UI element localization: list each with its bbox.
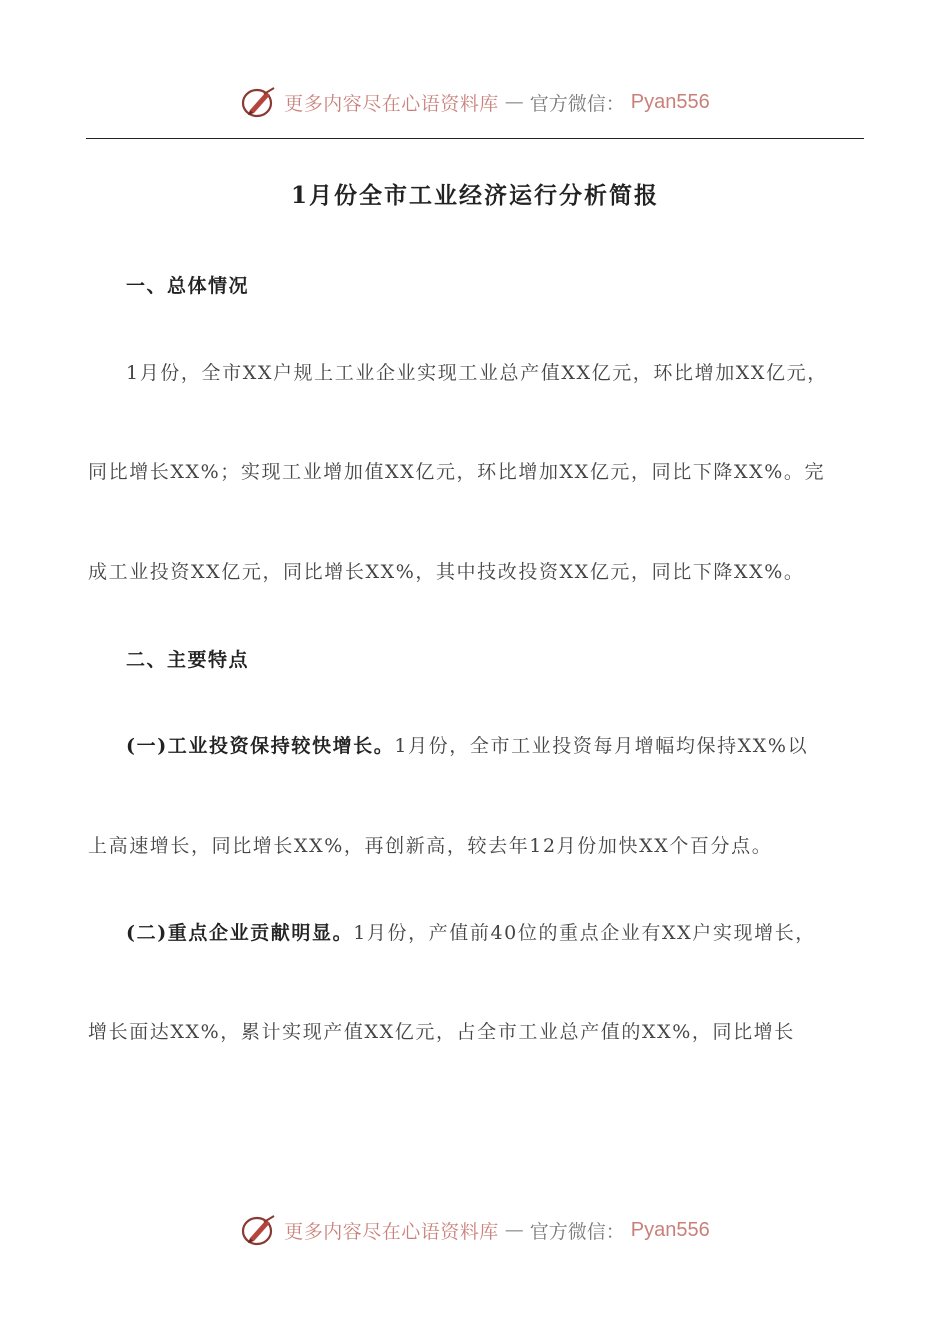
page-title: 1月份全市工业经济运行分析简报 — [290, 182, 659, 209]
pen-circle-icon — [240, 84, 278, 120]
paragraph-line: 1月份，全市XX户规上工业企业实现工业总产值XX亿元，环比增加XX亿元， — [126, 362, 828, 384]
watermark-brand: 更多内容尽在心语资料库 — [284, 92, 499, 115]
paragraph-line: 同比增长XX%；实现工业增加值XX亿元，环比增加XX亿元，同比下降XX%。完 — [88, 461, 826, 483]
point-text: 1月份，全市工业投资每月增幅均保持XX%以 — [394, 735, 809, 757]
point-lead: (二)重点企业贡献明显。 — [126, 922, 354, 944]
watermark-dash: — — [504, 91, 524, 113]
section-heading-features: 二、主要特点 — [126, 649, 250, 671]
paragraph-line: 成工业投资XX亿元，同比增长XX%，其中技改投资XX亿元，同比下降XX%。 — [88, 561, 805, 583]
watermark-wechat-id: Pyan556 — [630, 90, 710, 113]
paragraph-line: 增长面达XX%，累计实现产值XX亿元，占全市工业总产值的XX%，同比增长 — [88, 1021, 795, 1043]
watermark-label: 官方微信： — [529, 1220, 625, 1243]
watermark-dash: — — [504, 1219, 524, 1241]
paragraph-line — [126, 731, 878, 761]
paragraph-line: 上高速增长，同比增长XX%，再创新高，较去年12月份加快XX个百分点。 — [88, 835, 773, 857]
paragraph-line — [126, 918, 878, 948]
point-lead: (一)工业投资保持较快增长。 — [126, 735, 395, 757]
watermark-brand: 更多内容尽在心语资料库 — [284, 1220, 499, 1243]
pen-circle-icon — [240, 1212, 278, 1248]
footer-watermark — [0, 1210, 950, 1250]
header-watermark — [0, 82, 950, 122]
watermark-label: 官方微信： — [529, 92, 625, 115]
header-rule — [86, 138, 864, 139]
watermark-wechat-id: Pyan556 — [630, 1218, 710, 1241]
section-heading-overview: 一、总体情况 — [126, 275, 250, 297]
point-text: 1月份，产值前40位的重点企业有XX户实现增长， — [353, 922, 816, 944]
